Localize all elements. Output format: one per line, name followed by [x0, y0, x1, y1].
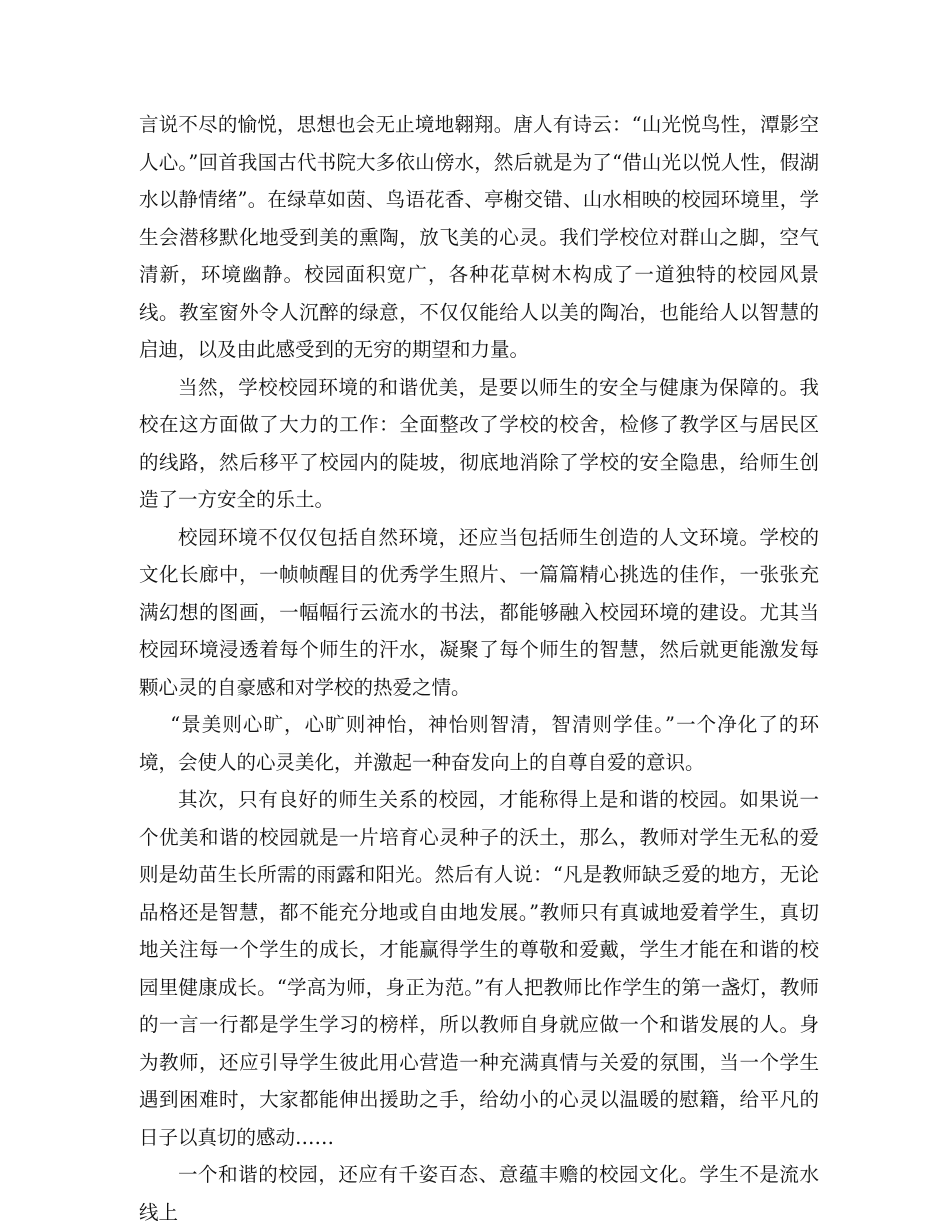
paragraph-1: 言说不尽的愉悦，思想也会无止境地翱翔。唐人有诗云：“山光悦鸟性，潭影空人心。”回首我国古代书院大多依山傍水，然后就是为了“借山光以悦人性，假湖水以静情绪”。在绿草如茵、鸟语花香、亭榭交错、山水相映的校园环境里，学生会潜移默化地受到美的熏陶，放飞美的心灵。我们学校位对群山之脚，空气清新，环境幽静。校园面积宽广，各种花草树木构成了一道独特的校园风景线。教室窗外令人沉醉的绿意，不仅仅能给人以美的陶冶，也能给人以智慧的启迪，以及由此感受到的无穷的期望和力量。 — [139, 113, 819, 361]
paragraph-2: 当然，学校校园环境的和谐优美，是要以师生的安全与健康为保障的。我校在这方面做了大力的工作：全面整改了学校的校舍，检修了教学区与居民区的线路，然后移平了校园内的陡坡，彻底地消除了学校的安全隐患，给师生创造了一方安全的乐土。 — [139, 375, 819, 511]
paragraph-4: “景美则心旷，心旷则神怡，神怡则智清，智清则学佳。”一个净化了的环境，会使人的心灵美化，并激起一种奋发向上的自尊自爱的意识。 — [139, 713, 819, 774]
paragraph-3: 校园环境不仅仅包括自然环境，还应当包括师生创造的人文环境。学校的文化长廊中，一帧帧醒目的优秀学生照片、一篇篇精心挑选的佳作，一张张充满幻想的图画，一幅幅行云流水的书法，都能够融入校园环境的建设。尤其当校园环境浸透着每个师生的汗水，凝聚了每个师生的智慧，然后就更能激发每颗心灵的自豪感和对学校的热爱之情。 — [139, 525, 819, 699]
paragraph-6: 一个和谐的校园，还应有千姿百态、意蕴丰赡的校园文化。学生不是流水线上 — [139, 1163, 819, 1224]
paragraph-5: 其次，只有良好的师生关系的校园，才能称得上是和谐的校园。如果说一个优美和谐的校园就是一片培育心灵种子的沃土，那么，教师对学生无私的爱则是幼苗生长所需的雨露和阳光。然后有人说：“凡是教师缺乏爱的地方，无论品格还是智慧，都不能充分地或自由地发展。”教师只有真诚地爱着学生，真切地关注每一个学生的成长，才能赢得学生的尊敬和爱戴，学生才能在和谐的校园里健康成长。“学高为师，身正为范。”有人把教师比作学生的第一盏灯，教师的一言一行都是学生学习的榜样，所以教师自身就应做一个和谐发展的人。身为教师，还应引导学生彼此用心营造一种充满真情与关爱的氛围，当一个学生遇到困难时，大家都能伸出援助之手，给幼小的心灵以温暖的慰籍，给平凡的日子以真切的感动…… — [139, 788, 819, 1149]
document-body — [139, 106, 819, 1231]
